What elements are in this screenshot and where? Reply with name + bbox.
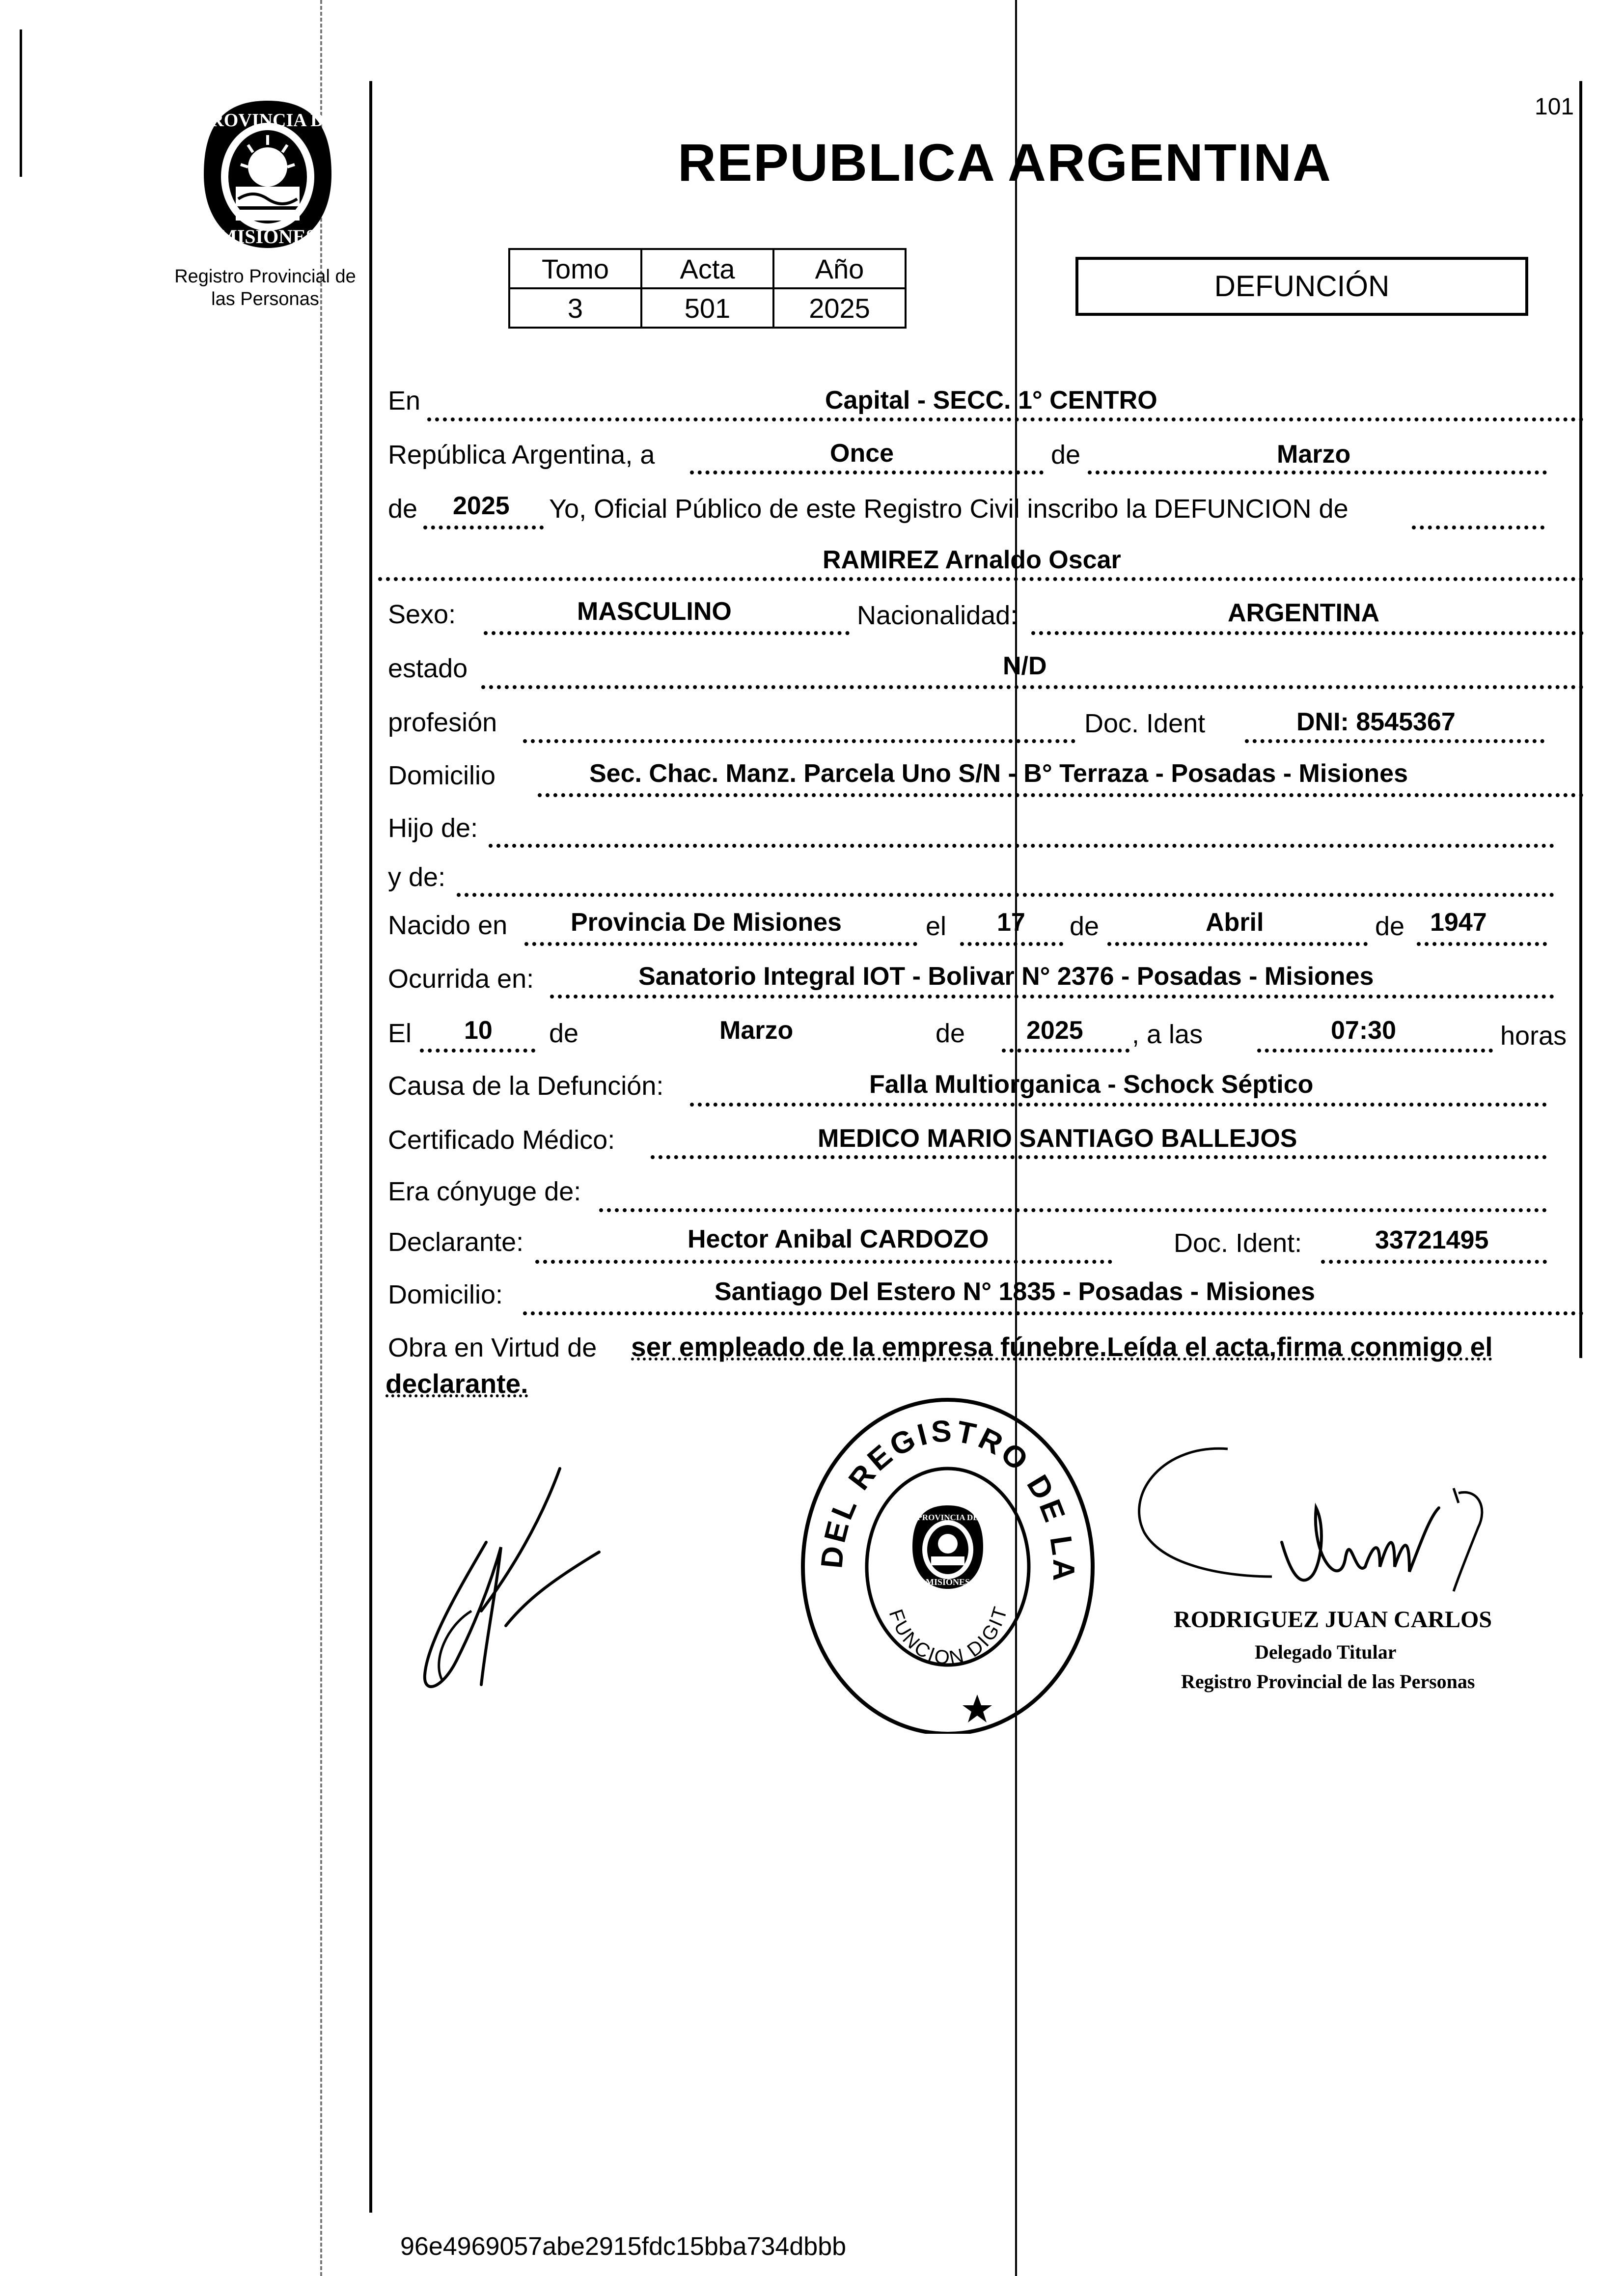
crest-caption: Registro Provincial de las Personas [174, 266, 356, 309]
svg-text:PROVINCIA DE: PROVINCIA DE [199, 110, 336, 131]
yde-line [457, 893, 1554, 897]
death-month: Marzo [719, 1016, 794, 1045]
death-time-line [1257, 1049, 1493, 1053]
ocurrida-value: Sanatorio Integral IOT - Bolivar N° 2376 - Posadas - Misiones [638, 962, 1374, 991]
declarante-doc-line [1321, 1260, 1547, 1264]
act-type-box: DEFUNCIÓN [1075, 257, 1528, 316]
sexo-label: Sexo: [388, 600, 456, 629]
tomo-value: 3 [509, 288, 641, 328]
death-time: 07:30 [1331, 1016, 1396, 1045]
birth-de1-label: de [1070, 912, 1100, 941]
profesion-label: profesión [388, 708, 497, 737]
nacido-value: Provincia De Misiones [571, 908, 842, 937]
nacido-line [524, 942, 917, 946]
officer-title: Delegado Titular [1255, 1641, 1397, 1663]
svg-text:MISIONES: MISIONES [925, 1577, 970, 1587]
death-day: 10 [464, 1016, 493, 1045]
month-line [1088, 471, 1547, 474]
domicilio-label: Domicilio [388, 761, 496, 790]
nacionalidad-label: Nacionalidad: [857, 601, 1018, 630]
anio-value: 2025 [773, 288, 906, 328]
conyuge-line [599, 1208, 1547, 1212]
estado-label: estado [388, 654, 468, 683]
de-label: de [1051, 440, 1081, 470]
ocurrida-label: Ocurrida en: [388, 964, 534, 994]
doc-ident-value: DNI: 8545367 [1296, 708, 1456, 736]
sexo-line [484, 631, 850, 635]
declarante-line [535, 1260, 1112, 1264]
acta-value: 501 [641, 288, 773, 328]
causa-value: Falla Multiorganica - Schock Séptico [869, 1070, 1314, 1099]
estado-line [481, 685, 1584, 689]
birth-month-line [1107, 942, 1368, 946]
inscribo-text: Yo, Oficial Público de este Registro Civil inscribo la DEFUNCION de [549, 494, 1349, 524]
death-el-label: El [388, 1019, 412, 1048]
en-label: En [388, 386, 421, 416]
nacionalidad-line [1031, 631, 1584, 635]
birth-year-line [1417, 942, 1547, 946]
inscribo-line [1412, 526, 1544, 529]
page-right-border [1579, 81, 1582, 1358]
death-year-line [1002, 1049, 1129, 1053]
declarante-dom-value: Santiago Del Estero N° 1835 - Posadas - Misiones [715, 1277, 1315, 1306]
certificado-label: Certificado Médico: [388, 1125, 615, 1155]
estado-value: N/D [1003, 652, 1047, 680]
officer-name: RODRIGUEZ JUAN CARLOS [1174, 1607, 1492, 1633]
causa-label: Causa de la Defunción: [388, 1071, 664, 1101]
obra-value-line1: ser empleado de la empresa fúnebre.Leída el acta,firma conmigo el [631, 1332, 1493, 1362]
declarante-label: Declarante: [388, 1227, 524, 1257]
horas-label: horas [1500, 1021, 1567, 1051]
obra-value-line2: declarante. [385, 1368, 528, 1399]
causa-line [690, 1103, 1547, 1107]
deceased-name: RAMIREZ Arnaldo Oscar [823, 546, 1121, 574]
doc-ident-label: Doc. Ident [1084, 709, 1206, 738]
document-hash: 96e4969057abe2915fdc15bba734dbbb [400, 2232, 847, 2261]
birth-day-line [960, 942, 1063, 946]
obra-label: Obra en Virtud de [388, 1333, 597, 1362]
hijo-label: Hijo de: [388, 813, 478, 843]
death-de1-label: de [549, 1019, 579, 1048]
declarant-signature [413, 1464, 609, 1709]
page-number: 101 [1535, 94, 1574, 120]
ocurrida-line [550, 995, 1554, 999]
birth-month: Abril [1206, 908, 1264, 937]
en-value: Capital - SECC. 1° CENTRO [825, 386, 1157, 415]
certificado-line [651, 1155, 1547, 1159]
page-left-border [369, 81, 372, 2213]
margin-dash-line [320, 0, 322, 2276]
year-line [423, 526, 544, 529]
conyuge-label: Era cónyuge de: [388, 1177, 581, 1206]
declarante-value: Hector Anibal CARDOZO [688, 1225, 989, 1253]
alas-label: , a las [1132, 1020, 1203, 1049]
document-title: REPUBLICA ARGENTINA [678, 133, 1332, 192]
nacido-label: Nacido en [388, 911, 508, 940]
name-line [378, 577, 1584, 581]
en-line [427, 417, 1584, 421]
provincial-crest [194, 96, 341, 253]
death-day-line [420, 1049, 535, 1053]
register-table [508, 248, 907, 329]
nacionalidad-value: ARGENTINA [1228, 599, 1380, 627]
declarante-doc-value: 33721495 [1375, 1226, 1489, 1254]
domicilio-value: Sec. Chac. Manz. Parcela Uno S/N - B° Terraza - Posadas - Misiones [589, 759, 1408, 788]
svg-text:MISIONES: MISIONES [218, 225, 317, 248]
day-line [690, 471, 1044, 474]
birth-day: 17 [997, 908, 1025, 937]
declarante-dom-label: Domicilio: [388, 1280, 503, 1309]
republica-label: República Argentina, a [388, 440, 655, 470]
year-de-label: de [388, 494, 418, 524]
profesion-line [523, 739, 1075, 743]
certificado-value: MEDICO MARIO SANTIAGO BALLEJOS [818, 1124, 1297, 1153]
death-de2-label: de [936, 1019, 965, 1048]
day-word: Once [830, 439, 894, 468]
domicilio-line [538, 793, 1584, 797]
declarante-doc-label: Doc. Ident: [1174, 1228, 1302, 1258]
left-scan-line [20, 29, 22, 177]
month-word: Marzo [1277, 440, 1351, 469]
svg-text:DELEGACIÓN DEL REGISTRO DE LAS: DEL REGISTRO DE LA [815, 1414, 1081, 1584]
declarante-dom-line [523, 1311, 1584, 1315]
death-year: 2025 [1026, 1016, 1083, 1045]
officer-office: Registro Provincial de las Personas [1181, 1670, 1475, 1693]
el-label: el [926, 912, 947, 941]
birth-de2-label: de [1375, 912, 1405, 941]
svg-text:DEFUNCION DIGITAL: FUNCION DIGIT [884, 1604, 1012, 1669]
acta-header: Acta [641, 249, 773, 288]
year-value: 2025 [453, 492, 510, 520]
anio-header: Año [773, 249, 906, 288]
yde-label: y de: [388, 862, 446, 892]
hijo-line [489, 844, 1554, 848]
sexo-value: MASCULINO [577, 597, 732, 626]
svg-text:PROVINCIA DE: PROVINCIA DE [917, 1513, 979, 1522]
tomo-header: Tomo [509, 249, 641, 288]
birth-year: 1947 [1430, 908, 1487, 937]
registry-stamp [796, 1385, 1100, 1734]
doc-ident-line [1245, 739, 1544, 743]
